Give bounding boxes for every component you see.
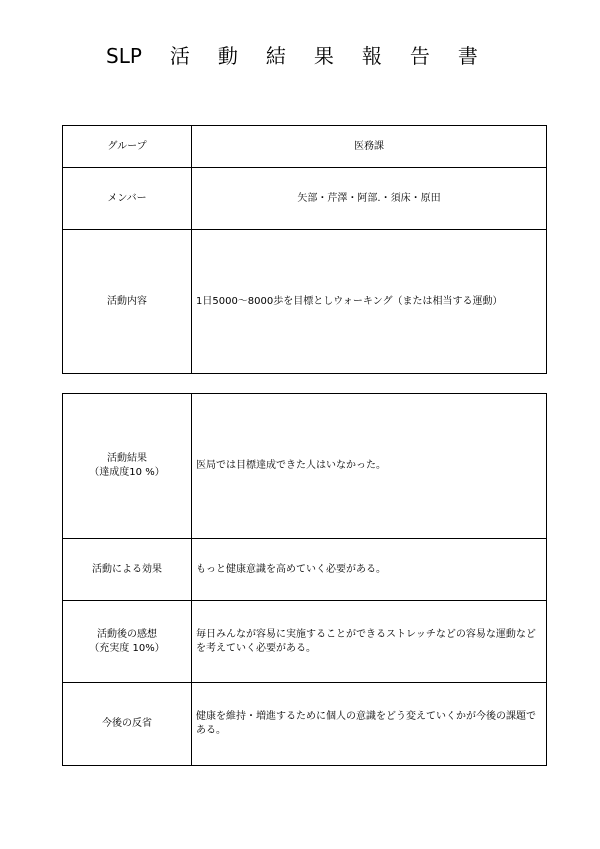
content-value: 1日5000～8000歩を目標としウォーキング（または相当する運動） bbox=[192, 230, 547, 374]
reflection-value: 健康を維持・増進するために個人の意識をどう変えていくかが今後の課題である。 bbox=[192, 683, 547, 766]
group-value: 医務課 bbox=[192, 126, 547, 168]
effect-row bbox=[63, 539, 547, 601]
impression-row bbox=[63, 601, 547, 683]
title-char: 結 bbox=[265, 44, 286, 68]
title-char: 報 bbox=[361, 44, 382, 68]
reflection-row bbox=[63, 683, 547, 766]
group-label: グループ bbox=[63, 126, 192, 168]
impression-label-cell bbox=[63, 601, 192, 683]
title-char: 果 bbox=[313, 44, 334, 68]
result-label-cell bbox=[63, 394, 192, 539]
result-value: 医局では目標達成できた人はいなかった。 bbox=[192, 394, 547, 539]
members-value: 矢部・芹澤・阿部.・須床・原田 bbox=[192, 168, 547, 230]
content-label: 活動内容 bbox=[63, 230, 192, 374]
group-info-table bbox=[62, 125, 547, 374]
group-row bbox=[63, 126, 547, 168]
title-char: 動 bbox=[217, 44, 238, 68]
effect-label: 活動による効果 bbox=[63, 539, 192, 601]
title-char: 告 bbox=[409, 44, 430, 68]
members-row bbox=[63, 168, 547, 230]
result-label: 活動結果 bbox=[107, 453, 147, 464]
impression-value: 毎日みんなが容易に実施することができるストレッチなどの容易な運動などを考えていく必要がある。 bbox=[192, 601, 547, 683]
impression-label: 活動後の感想 bbox=[97, 628, 157, 640]
title-char: 活 bbox=[169, 44, 190, 68]
effect-value: もっと健康意識を高めていく必要がある。 bbox=[192, 539, 547, 601]
content-row bbox=[63, 230, 547, 374]
results-table bbox=[62, 393, 547, 766]
impression-fulfillment: （充実度 10%） bbox=[89, 642, 165, 654]
result-row bbox=[63, 394, 547, 539]
reflection-label: 今後の反省 bbox=[63, 683, 192, 766]
title-prefix: SLP bbox=[106, 44, 142, 68]
title-char: 書 bbox=[457, 44, 478, 68]
members-label: メンバー bbox=[63, 168, 192, 230]
page-title bbox=[60, 40, 540, 69]
result-achievement: （達成度10 %） bbox=[89, 467, 165, 478]
